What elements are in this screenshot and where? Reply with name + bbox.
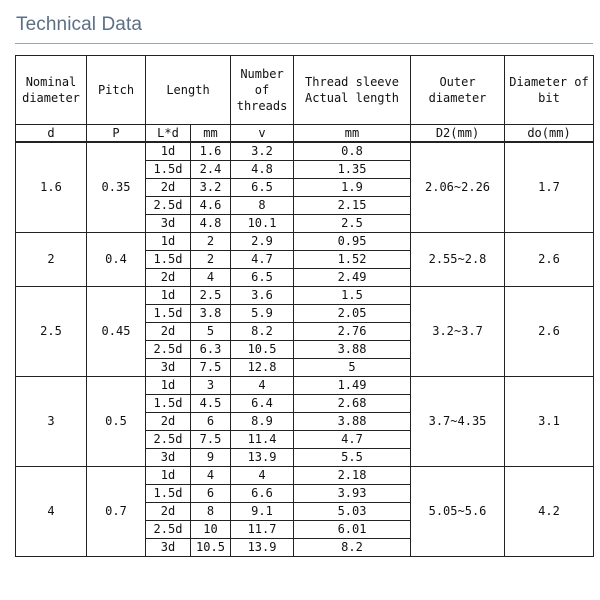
length-mm-cell: 2 [191,251,231,269]
pitch-cell: 0.4 [87,233,146,287]
length-mm-cell: 4.6 [191,197,231,215]
sleeve-length-cell: 1.52 [294,251,411,269]
length-mm-cell: 10 [191,521,231,539]
bit-diameter-cell: 2.6 [505,287,594,377]
threads-cell: 6.5 [231,269,294,287]
header-nominal-diameter: Nominal diameter [16,56,87,125]
threads-cell: 6.4 [231,395,294,413]
sleeve-length-cell: 6.01 [294,521,411,539]
length-mm-cell: 6 [191,485,231,503]
table-row [16,467,594,485]
length-mm-cell: 1.6 [191,142,231,161]
nominal-diameter-cell: 2 [16,233,87,287]
threads-cell: 6.6 [231,485,294,503]
sleeve-length-cell: 1.35 [294,161,411,179]
length-mm-cell: 5 [191,323,231,341]
threads-cell: 11.7 [231,521,294,539]
length-mm-cell: 4.5 [191,395,231,413]
length-ld-cell: 1d [146,377,191,395]
pitch-cell: 0.5 [87,377,146,467]
length-ld-cell: 2d [146,503,191,521]
length-mm-cell: 3.8 [191,305,231,323]
outer-diameter-cell: 3.2~3.7 [411,287,505,377]
pitch-cell: 0.45 [87,287,146,377]
length-ld-cell: 2.5d [146,431,191,449]
unit-v: v [231,125,294,143]
length-mm-cell: 4 [191,269,231,287]
bit-diameter-cell: 3.1 [505,377,594,467]
length-mm-cell: 6.3 [191,341,231,359]
sleeve-length-cell: 1.49 [294,377,411,395]
pitch-cell: 0.35 [87,142,146,233]
threads-cell: 9.1 [231,503,294,521]
threads-cell: 13.9 [231,449,294,467]
sleeve-length-cell: 0.8 [294,142,411,161]
length-mm-cell: 4 [191,467,231,485]
threads-cell: 5.9 [231,305,294,323]
sleeve-length-cell: 1.5 [294,287,411,305]
header-number-of-threads: Number of threads [231,56,294,125]
threads-cell: 4.8 [231,161,294,179]
sleeve-length-cell: 5.03 [294,503,411,521]
length-ld-cell: 1.5d [146,161,191,179]
threads-cell: 8 [231,197,294,215]
sleeve-length-cell: 3.93 [294,485,411,503]
length-ld-cell: 3d [146,359,191,377]
length-mm-cell: 3.2 [191,179,231,197]
length-mm-cell: 2.4 [191,161,231,179]
outer-diameter-cell: 5.05~5.6 [411,467,505,557]
threads-cell: 8.2 [231,323,294,341]
unit-p: P [87,125,146,143]
length-ld-cell: 2d [146,179,191,197]
sleeve-length-cell: 5.5 [294,449,411,467]
unit-ld: L*d [146,125,191,143]
length-ld-cell: 1d [146,467,191,485]
sleeve-length-cell: 4.7 [294,431,411,449]
pitch-cell: 0.7 [87,467,146,557]
page-title: Technical Data [16,14,143,35]
sleeve-length-cell: 2.5 [294,215,411,233]
sleeve-length-cell: 1.9 [294,179,411,197]
sleeve-length-cell: 3.88 [294,413,411,431]
threads-cell: 3.2 [231,142,294,161]
nominal-diameter-cell: 1.6 [16,142,87,233]
outer-diameter-cell: 3.7~4.35 [411,377,505,467]
bit-diameter-cell: 4.2 [505,467,594,557]
length-ld-cell: 2d [146,413,191,431]
bit-diameter-cell: 2.6 [505,233,594,287]
length-ld-cell: 1d [146,233,191,251]
length-mm-cell: 3 [191,377,231,395]
title-divider [15,43,593,44]
nominal-diameter-cell: 4 [16,467,87,557]
length-ld-cell: 3d [146,215,191,233]
length-ld-cell: 1d [146,287,191,305]
threads-cell: 4.7 [231,251,294,269]
header-pitch: Pitch [87,56,146,125]
table-row [16,142,594,161]
sleeve-length-cell: 2.76 [294,323,411,341]
sleeve-length-cell: 3.88 [294,341,411,359]
threads-cell: 4 [231,377,294,395]
length-mm-cell: 4.8 [191,215,231,233]
outer-diameter-cell: 2.06~2.26 [411,142,505,233]
length-mm-cell: 10.5 [191,539,231,557]
length-mm-cell: 7.5 [191,431,231,449]
length-ld-cell: 1.5d [146,485,191,503]
threads-cell: 12.8 [231,359,294,377]
length-ld-cell: 1.5d [146,395,191,413]
length-ld-cell: 1.5d [146,305,191,323]
sleeve-length-cell: 5 [294,359,411,377]
sleeve-length-cell: 8.2 [294,539,411,557]
sleeve-length-cell: 0.95 [294,233,411,251]
threads-cell: 3.6 [231,287,294,305]
length-ld-cell: 1.5d [146,251,191,269]
nominal-diameter-cell: 3 [16,377,87,467]
header-diameter-of-bit: Diameter of bit [505,56,594,125]
header-thread-sleeve-length: Thread sleeve Actual length [294,56,411,125]
length-ld-cell: 2d [146,269,191,287]
sleeve-length-cell: 2.18 [294,467,411,485]
length-ld-cell: 2.5d [146,197,191,215]
sleeve-length-cell: 2.05 [294,305,411,323]
length-ld-cell: 3d [146,449,191,467]
length-mm-cell: 6 [191,413,231,431]
unit-do: do(mm) [505,125,594,143]
bit-diameter-cell: 1.7 [505,142,594,233]
unit-sleeve-mm: mm [294,125,411,143]
header-outer-diameter: Outer diameter [411,56,505,125]
threads-cell: 6.5 [231,179,294,197]
length-mm-cell: 2.5 [191,287,231,305]
threads-cell: 13.9 [231,539,294,557]
threads-cell: 10.1 [231,215,294,233]
technical-data-table [15,55,594,557]
unit-d: d [16,125,87,143]
sleeve-length-cell: 2.68 [294,395,411,413]
length-ld-cell: 2d [146,323,191,341]
table-row [16,377,594,395]
header-length: Length [146,56,231,125]
nominal-diameter-cell: 2.5 [16,287,87,377]
unit-length-mm: mm [191,125,231,143]
length-mm-cell: 9 [191,449,231,467]
threads-cell: 11.4 [231,431,294,449]
threads-cell: 10.5 [231,341,294,359]
threads-cell: 2.9 [231,233,294,251]
length-ld-cell: 1d [146,142,191,161]
sleeve-length-cell: 2.49 [294,269,411,287]
table-row [16,287,594,305]
length-ld-cell: 2.5d [146,341,191,359]
table-row [16,233,594,251]
outer-diameter-cell: 2.55~2.8 [411,233,505,287]
length-mm-cell: 2 [191,233,231,251]
sleeve-length-cell: 2.15 [294,197,411,215]
table-body [16,142,594,557]
length-ld-cell: 3d [146,539,191,557]
unit-d2: D2(mm) [411,125,505,143]
length-mm-cell: 8 [191,503,231,521]
threads-cell: 4 [231,467,294,485]
length-ld-cell: 2.5d [146,521,191,539]
length-mm-cell: 7.5 [191,359,231,377]
threads-cell: 8.9 [231,413,294,431]
